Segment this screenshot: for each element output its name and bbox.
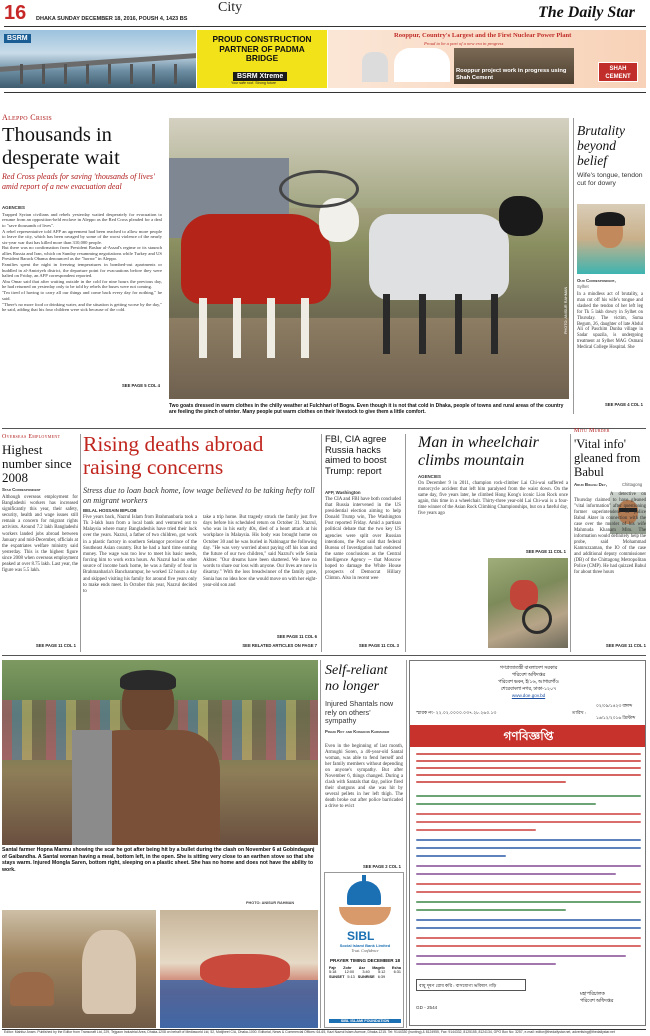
col-rule-wheelchair: [570, 434, 571, 652]
sibl-logo-text: SIBL: [347, 929, 375, 943]
selfreliant-body: Even in the beginning of last month, Armughi Soren, a 40-year-old Santal woman, was able to fend herself and her family members without depending on anyone's sympathy. But after November 6, things changed. During a clash with Santals that day, police fired their shotguns and she was hit by several pellets in her left thigh. The death broke out after police barricaded a drive to evict: [325, 744, 403, 810]
brutality-victim-photo: [577, 204, 645, 274]
selfreliant-byline: Pinaki Roy and Kongkon Karmaker: [325, 729, 390, 734]
wheelchair-body: On December 9 in 2011, champion rock-climber Lai Chi-wai suffered a motorcycle accident that left him paralysed from the waist down. On the same day, five years later, he climbed Hong Kong's iconic Lion Rock once again, this time in a wheelchair. Thirty-three year-old Lai Chi-wai is a four-time winner of the Asian Rock Climbing Championships, but on a fateful day, five years ago: [418, 481, 568, 516]
col-rule-overseas: [80, 434, 81, 652]
overseas-kicker: Overseas Employment: [2, 434, 61, 440]
victim-hair: [595, 212, 625, 226]
bullet-line: [416, 937, 641, 939]
santal-woman-meal-photo: [2, 910, 156, 1028]
goats-photo: [169, 118, 569, 399]
fbi-byline: AFP, Washington: [325, 490, 361, 495]
ad-center-brand: BSRM Xtreme: [233, 72, 287, 81]
bsrm-logo: BSRM: [4, 34, 31, 43]
text-line: [416, 760, 641, 762]
aleppo-headline: Thousands in desperate wait: [2, 124, 120, 169]
wheelchair-byline: AGENCIES: [418, 474, 441, 479]
col-rule-deaths: [321, 434, 322, 652]
dateline: DHAKA SUNDAY DECEMBER 18, 2016, POUSH 4, 1423 BS: [36, 16, 188, 22]
goat-red-coat: [181, 214, 331, 304]
deaths-deck: Stress due to loan back home, low wage believed to be taking hefty toll on migrant workers: [83, 486, 315, 505]
selfreliant-continued[interactable]: SEE PAGE 2 COL 1: [362, 864, 401, 869]
aleppo-para: Abu Omar said that after waiting outside in the cold for nine hours the previous day, he had returned on yesterday only to be told by rebels the buses were not coming.: [2, 278, 162, 290]
prayer-time: 5:18: [329, 970, 337, 974]
sunset-label: SUNSET: [329, 975, 345, 979]
brutality-headline: Brutality beyond belief: [577, 123, 625, 168]
notice-date-2: ১৬/১২/২০১৬ খ্রিস্টাব্দ: [596, 715, 636, 720]
section-name: City: [218, 0, 243, 15]
wheelchair: [522, 604, 552, 634]
shah-headline: Rooppur, Country's Largest and the First Nuclear Power Plant: [394, 32, 572, 39]
santal-photo-credit: PHOTO: ANISUR RAHMAN: [246, 901, 295, 905]
notice-date-1: ০২/০৯/১৪২৩ বঙ্গাব্দ: [596, 703, 633, 708]
upper-section-rule: [2, 428, 646, 429]
aleppo-para: Trapped Syrian civilians and rebels yesterday waited desperately for evacuation to resume from an opposition-held enclave in Aleppo as the Red Cross pleaded for a deal to "save thousands of lives".: [2, 212, 162, 228]
notice-footer: বায়ু দূষণ রোধ করি : বাসযোগ্য ভবিষ্যৎ গড়ি: [419, 983, 497, 988]
notice-gov-line-4: শেরেবাংলা নগর, ঢাকা-১২০৭: [500, 687, 557, 692]
notice-gov-line-1: গণপ্রজাতন্ত্রী বাংলাদেশ সরকার: [499, 666, 558, 671]
mitu-kicker: Mitu Murder: [574, 428, 610, 434]
ad-center-headline: PROUD CONSTRUCTION PARTNER OF PADMA BRIDGE: [212, 34, 312, 63]
deaths-byline: BELAL HOSSAIN BIPLOB: [83, 508, 137, 513]
bullet-line: [416, 855, 506, 857]
goats-photo-credit: PHOTO: ANISUR RAHMAN: [564, 286, 568, 334]
power-plant-illustration: [394, 48, 450, 82]
imprint: Editor: Mahfuz Anam. Published by the Editor from Transcraft Ltd, 229, Tejgaon Industrial Area, Dhaka-1208 on behalf of Mediaworld Ltd, 52, Motijheel C/A, Dhaka-1000. Editorial, News & Commercial Offices: 64-65, Kazi Nazrul Islam Avenue, Dhaka-1215. Tel: 9144330 (hunting) & 8124955, Fax: 9144332, 8125155, 8124134, GPO Box No: 3257, e-mail: editor@thedailystar.net, advertising@thedailystar.net: [4, 1030, 615, 1034]
santal-caption: Santal farmer Hopna Marmu showing the scar he got after being hit by a bullet during the clash on November 6 at Gobindaganj of Gaibandha. A Santal woman having a meal, bottom left, in the open. She is sitting very close to an earthen stove so that she stays warm. Injured Mongla Saren, bottom right, sleeping on a plastic sheet. She has no home and does not have the ability to work.: [2, 847, 315, 873]
text-line: [416, 767, 641, 769]
right-column-rule: [573, 118, 574, 414]
notice-gd-number: GD - 2544: [416, 1005, 438, 1010]
sibl-minaret-icon: [362, 875, 366, 883]
sibl-ad: [324, 872, 404, 1028]
prayer-time: 12:00: [344, 970, 355, 974]
bullet-line: [416, 901, 641, 903]
bullet-line: [416, 945, 641, 947]
overseas-continued[interactable]: SEE PAGE 11 COL 1: [35, 643, 76, 648]
text-line: [416, 753, 641, 755]
prayer-time: 5:12: [377, 970, 386, 974]
sunset-time: 5:13: [347, 975, 355, 979]
bullet-line: [416, 813, 641, 815]
bullet-line: [416, 847, 641, 849]
paper-name: The Daily Star: [538, 4, 635, 21]
aleppo-byline: AGENCIES: [2, 205, 25, 210]
col-rule-fbi: [405, 434, 406, 652]
wheelchair-headline: Man in wheelchair climbs mountain: [418, 434, 539, 469]
selfreliant-headline: Self-reliant no longer: [325, 663, 388, 694]
notice-bullet-list: [416, 793, 641, 969]
mongla-saren: [200, 954, 290, 988]
prayer-time-row: [329, 970, 401, 974]
aleppo-para: A rebel representative told AFP an agreement had been reached to allow more people to leave the city, which has been ravaged by some of the worst violence of the nearly six-year war that has killed more than 310,000 people.: [2, 228, 162, 245]
page-number: 16: [4, 2, 27, 24]
aleppo-kicker: Aleppo Crisis: [2, 113, 53, 122]
brutality-deck: Wife's tongue, tendon cut for dowry: [577, 172, 643, 187]
deaths-continued[interactable]: SEE PAGE 11 COL 6: [276, 634, 317, 639]
goat-white-legs: [383, 294, 503, 354]
mitu-byline-place: Chittagong: [622, 482, 643, 487]
deaths-related[interactable]: SEE RELATED ARTICLES ON PAGE 7: [242, 643, 317, 648]
masthead: [0, 0, 650, 28]
text-line: [416, 781, 566, 783]
bullet-line: [416, 839, 641, 841]
sibl-tagline: Trust. Confidence: [351, 949, 379, 953]
selfreliant-deck: Injured Shantals now rely on others' sympathy: [325, 699, 394, 726]
prayer-time: 3:40: [362, 970, 370, 974]
deaths-headline: Rising deaths abroad raising concerns: [83, 432, 264, 479]
prayer-header: Esha: [391, 966, 401, 970]
prayer-header: Zohr: [343, 966, 352, 970]
prayer-header: Asr: [358, 966, 366, 970]
masthead-rule: [4, 26, 646, 27]
earthen-stove: [10, 972, 54, 1006]
bullet-line: [416, 963, 556, 965]
overseas-byline: Star Correspondent: [2, 487, 41, 492]
shah-body: Rooppur project work in progress using Shah Cement: [456, 68, 567, 81]
mitu-byline: Arun Bikash Dey,: [574, 482, 608, 487]
aleppo-para: Families spent the night in freezing temperatures in bombed-out apartments or huddled in al-Amiriyeh district, the departure point for evacuations before they were halted on Friday, an AFP correspondent reported.: [2, 262, 162, 278]
sibl-foundation: SIBL ISLAMI FOUNDATION: [329, 1019, 401, 1023]
prayer-title: PRAYER TIMING DECEMBER 18: [329, 958, 401, 963]
notice-gov-line-3: পরিবেশ ভবন, ই/১৬, আগারগাঁও: [498, 680, 559, 685]
notice-title: গণবিজ্ঞপ্তি: [503, 729, 554, 743]
ad-bsrm-center: [197, 30, 327, 88]
prayer-time: 6:31: [393, 970, 401, 974]
aleppo-deck: Red Cross pleads for saving 'thousands of lives' amid report of a new evacuation deal: [2, 172, 155, 191]
sibl-mosque-icon: [347, 881, 381, 905]
brutality-body: In a mindless act of brutality, a man cut off his wife's tongue and slashed the tendon of her left leg for Tk 5 lakh dowry in Sylhet on Thursday. The victim, Suma Begum, 26, daughter of late Abdul Ali of Paschim Dunba village in Sadar upazila, is undergoing treatment at Sylhet MAG Osmani Medical College Hospital. She: [577, 292, 643, 351]
wheelchair-photo: [488, 558, 568, 648]
mitu-continued[interactable]: SEE PAGE 11 COL 1: [605, 643, 646, 648]
goat-white-coat: [369, 214, 509, 300]
wheelchair-continued[interactable]: SEE PAGE 11 COL 1: [525, 549, 566, 554]
bullet-line: [416, 821, 641, 823]
bullet-line: [416, 919, 641, 921]
aleppo-body: [2, 212, 162, 312]
sibl-hands-icon: [339, 907, 391, 925]
fbi-headline: FBI, CIA agree Russia hacks aimed to boost Trump: report: [325, 433, 387, 476]
bullet-line: [416, 927, 641, 929]
notice-memo-no: স্মারক নং- ২২.০২.০০০০.০৩৭.২৮.২৬০.১৩: [416, 710, 497, 715]
santal-shirt: [72, 730, 112, 845]
deaths-col2: take a trip home. But tragedy struck the family just five days before his scheduled return on October 31. Nazrul, who was in his early 40s, died of a heart attack at his workplace in Malaysia. His body was brought home on October 30 and he was buried in Nabinagar the following day. "He was very worried about paying off his loan and the future of our two children," said Nazrul's wife Sonia Akhter. "Our dreams have been shattered. We have no words to share our loss with anyone. Our lives are now in disarray." With the loss breadwinner of the family gone, Sonia has no idea how she would move on with her eight-year-old son and: [203, 515, 317, 588]
mongla-saren-photo: [160, 910, 318, 1028]
aleppo-para: "I'm tired of having to carry all our things and come back every day for nothing," he said.: [2, 290, 162, 301]
prayer-header: Fajr: [329, 966, 336, 970]
prayer-header: Magrib: [372, 966, 385, 970]
ad-shah-cement: [328, 30, 646, 88]
goats-caption: Two goats dressed in warm clothes in the chilly weather at Fulchhari of Bogra. Even though it is not that cold in Dhaka, people of towns and rural areas of the country are feeling the pinch of winter. Many people put warm clothes on their livestock to give them a little comfort.: [169, 403, 564, 416]
goat-black-head: [499, 196, 543, 236]
mid-section-rule: [2, 655, 646, 656]
col-rule-selfreliant-left: [320, 660, 321, 1028]
aleppo-para: "There's no more food or drinking water, and the situation is getting worse by the day," he said, adding that his four children were sick because of the cold.: [2, 301, 162, 312]
bullet-line: [416, 803, 596, 805]
bullet-line: [416, 873, 616, 875]
col-rule-selfreliant-right: [406, 660, 407, 1028]
notice-date-label: তারিখ :: [572, 710, 587, 715]
overseas-body: Although overseas employment for Bangladeshi workers has increased significantly this year, their safety, security, health and wage issues still remain a concern for migrant rights activists. Around 7.2 lakh Bangladeshi workers landed jobs abroad between January and mid-December, officials at the expatriates welfare ministry said yesterday. This is the highest figure since 2008 when overseas employment peaked at over 8.75 lakh. Last year, the figure was 5.5 lakh.: [2, 495, 78, 574]
bicycle: [279, 170, 359, 208]
santal-man-hair: [120, 670, 176, 690]
bullet-line: [416, 891, 641, 893]
deaths-col1: Five years back, Nazrul Islam from Brahmanbaria took a Tk 3-lakh loan from a local bank and ventured out to Malaysia where many Bangladeshis have tried their luck over the years. Nazrul, a father of two children, got work in a plastic factory in southern Selangor province of the Southeast Asian country. But he had a hard time earning money. The wage was too low to meet his basic needs, forcing him to work extra hours. As Nazrul had no other source of income back home, he was a family of four in Brahmanbaria's Bancharampur, he worked 12 hours a day and skipped visiting his family for around five years only to make ends meet. In October this year, Nazrul decided to: [83, 515, 197, 594]
sun-row: [329, 975, 401, 979]
power-plant-tower: [362, 52, 388, 82]
shah-sub: Proud to be a part of a new era in progress: [424, 41, 504, 46]
fbi-body: The CIA and FBI have both concluded that Russia intervened in the US presidential election aiming to help Donald Trump win, The Washington Post reported Friday. Amid a partisan political debate that the two key US agencies were split over Russian intentions, the Post said that federal Bureau of Investigation had endorsed the same conclusions as the Central Intelligence Agency -- that Moscow hoped to damage the White House prospects of Democrat Hillary Clinton. Also in recent wee: [325, 497, 401, 582]
fbi-continued[interactable]: SEE PAGE 11 COL 3: [358, 643, 399, 648]
mitu-headline: 'Vital info' gleaned from Babul: [574, 437, 641, 479]
notice-title-bar: [410, 725, 646, 747]
sunrise-time: 6:39: [377, 975, 386, 979]
santal-main-photo: [2, 660, 318, 845]
mitu-body: A detective on Thursday claimed to have gleaned "vital information" after questioning former superintendent of police Babul Akter in connection with the case over the murder of his wife Mahmuda Khanam Mitu. The information would definitely help the probe, said Mohammad Kamruzzaman, the IO of the case and additional deputy commissioner (DB) of the Chittagong Metropolitan Police (CMP). He had quizzed Babul for about three hours: [574, 492, 646, 575]
sunrise-label: SUNRISE: [357, 975, 375, 979]
bridge-piers: [20, 64, 190, 84]
brutality-byline-place: Sylhet: [577, 284, 589, 289]
brutality-continued[interactable]: SEE PAGE 4 COL 1: [604, 402, 643, 407]
notice-gov-line-2: পরিবেশ অধিদপ্তর: [511, 673, 546, 678]
santal-woman: [82, 930, 136, 1014]
bullet-line: [416, 909, 566, 911]
aleppo-continued[interactable]: SEE PAGE 5 COL 4: [121, 383, 160, 388]
ads-rule: [4, 92, 646, 93]
brutality-byline: Our Correspondent,: [577, 278, 616, 283]
notice-website[interactable]: www.doe.gov.bd: [511, 693, 546, 698]
bullet-line: [416, 795, 641, 797]
notice-footer-box: [416, 979, 526, 991]
bullet-line: [416, 955, 626, 957]
aleppo-para: But there was no confirmation from President Bashar al-Assad's regime or its staunch allies Russia and Iran, which on Sunday resumming negotiations while Turkey and US President Barack Obama denounced as the "horror" in Aleppo.: [2, 245, 162, 262]
notice-intro-text: [416, 752, 641, 786]
bullet-line: [416, 829, 536, 831]
text-line: [416, 774, 641, 776]
ad-center-tagline: Your safe roof. Strong future: [231, 81, 277, 85]
sibl-full-name: Social Islami Bank Limited: [339, 943, 391, 948]
bangla-notice: [409, 660, 646, 1026]
notice-signer-office: পরিবেশ অধিদপ্তর: [580, 999, 614, 1004]
shah-cement-logo: SHAH CEMENT: [598, 62, 638, 82]
overseas-headline: Highest number since 2008: [2, 442, 72, 485]
bullet-line: [416, 883, 641, 885]
notice-signer: মহাপরিচালক: [580, 992, 605, 997]
bullet-line: [416, 865, 641, 867]
goat-red-legs: [199, 298, 319, 358]
ad-bsrm-left: [0, 30, 196, 88]
prayer-table: [329, 966, 401, 979]
